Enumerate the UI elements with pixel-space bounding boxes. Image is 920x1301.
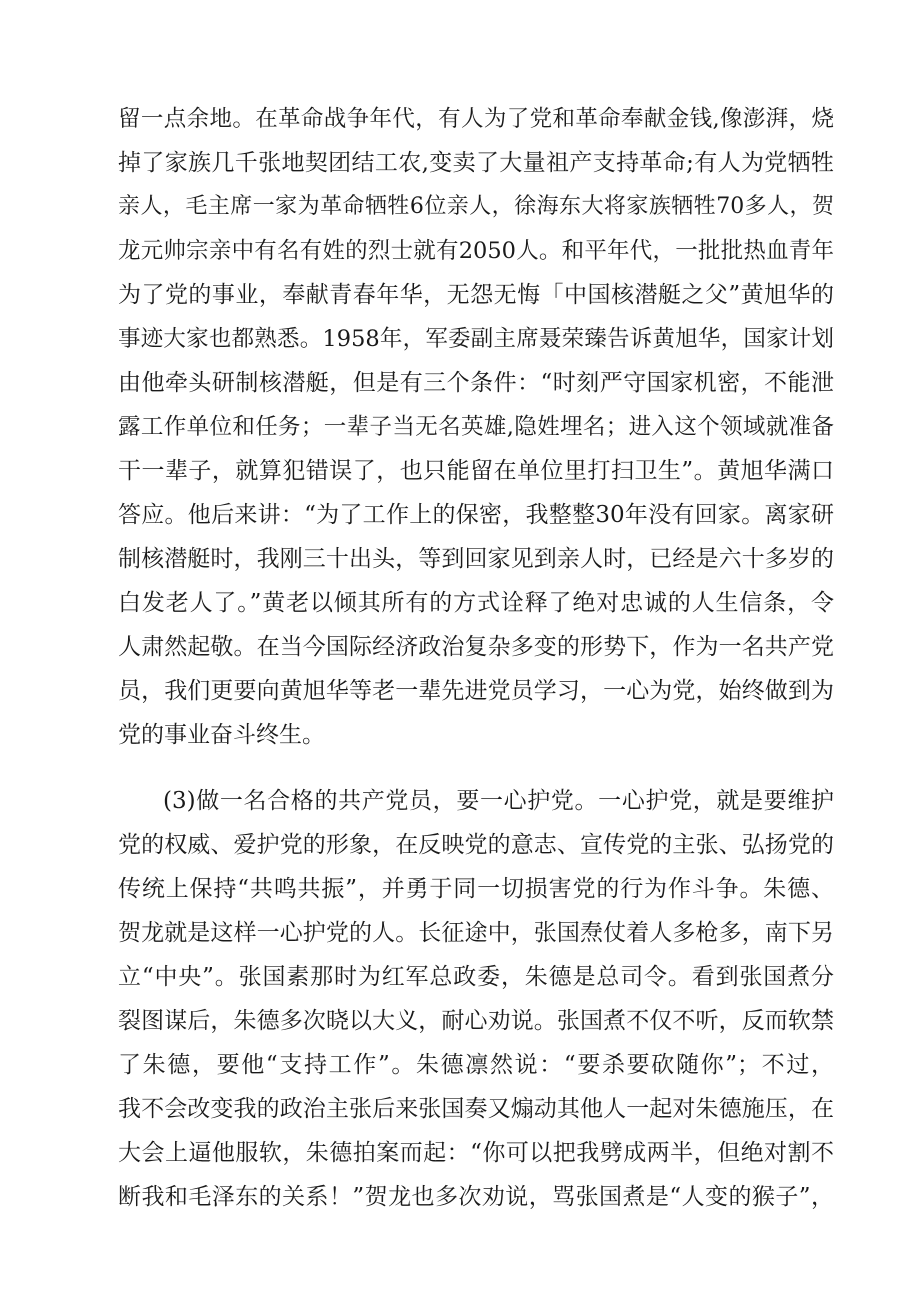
text-line: 由他牵头研制核潜艇，但是有三个条件：“时刻严守国家机密，不能泄	[118, 370, 834, 396]
text-line: 为了党的事业，奉献青春年华，无怨无悔「中国核潜艇之父”黄旭华的	[118, 282, 834, 308]
text-line: 答应。他后来讲：“为了工作上的保密，我整整30年没有回家。离家研	[118, 502, 834, 528]
text-line: 干一辈子，就算犯错误了，也只能留在单位里打扫卫生”。黄旭华满口	[118, 458, 834, 484]
text-line: 亲人，毛主席一家为革命牺牲6位亲人，徐海东大将家族牺牲70多人，贺	[118, 194, 834, 219]
text-line: 断我和毛泽东的关系！”贺龙也多次劝说，骂张国煮是“人变的猴子”，	[118, 1184, 834, 1210]
text-line: (3)做一名合格的共产党员，要一心护党。一心护党，就是要维护	[163, 788, 834, 814]
text-line: 贺龙就是这样一心护党的人。长征途中，张国焘仗着人多枪多，南下另	[118, 920, 834, 946]
text-line: 大会上逼他服软，朱德拍案而起：“你可以把我劈成两半，但绝对割不	[118, 1140, 834, 1166]
text-line: 了朱德，要他“支持工作”。朱德凛然说：“要杀要砍随你”；不过，	[118, 1052, 834, 1078]
text-line: 白发老人了。”黄老以倾其所有的方式诠释了绝对忠诚的人生信条，令	[118, 590, 834, 616]
text-line: 立“中央”。张国素那时为红军总政委，朱德是总司令。看到张国煮分	[118, 964, 834, 990]
text-line: 龙元帅宗亲中有名有姓的烈士就有2050人。和平年代，一批批热血青年	[118, 238, 834, 264]
text-line: 留一点余地。在革命战争年代，有人为了党和革命奉献金钱,像澎湃，烧	[118, 106, 834, 132]
text-line: 党的事业奋斗终生。	[118, 722, 325, 748]
text-line: 人肃然起敬。在当今国际经济政治复杂多变的形势下，作为一名共产党	[118, 634, 834, 660]
text-line: 裂图谋后，朱德多次晓以大义，耐心劝说。张国煮不仅不听，反而软禁	[118, 1008, 834, 1034]
text-line: 我不会改变我的政治主张后来张国奏又煽动其他人一起对朱德施压，在	[118, 1096, 834, 1122]
text-line: 事迹大家也都熟悉。1958年，军委副主席聂荣臻告诉黄旭华，国家计划	[118, 326, 834, 352]
text-line: 传统上保持“共鸣共振”，并勇于同一切损害党的行为作斗争。朱德、	[118, 876, 834, 902]
text-line: 露工作单位和任务；一辈子当无名英雄,隐姓埋名；进入这个领域就准备	[118, 414, 834, 440]
text-line: 党的权威、爱护党的形象，在反映党的意志、宣传党的主张、弘扬党的	[118, 832, 834, 858]
text-line: 员，我们更要向黄旭华等老一辈先进党员学习，一心为党，始终做到为	[118, 678, 834, 704]
text-line: 制核潜艇时，我刚三十出头，等到回家见到亲人时，已经是六十多岁的	[118, 546, 834, 572]
text-line: 掉了家族几千张地契团结工农,变卖了大量祖产支持革命;有人为党牺牲	[118, 150, 834, 176]
